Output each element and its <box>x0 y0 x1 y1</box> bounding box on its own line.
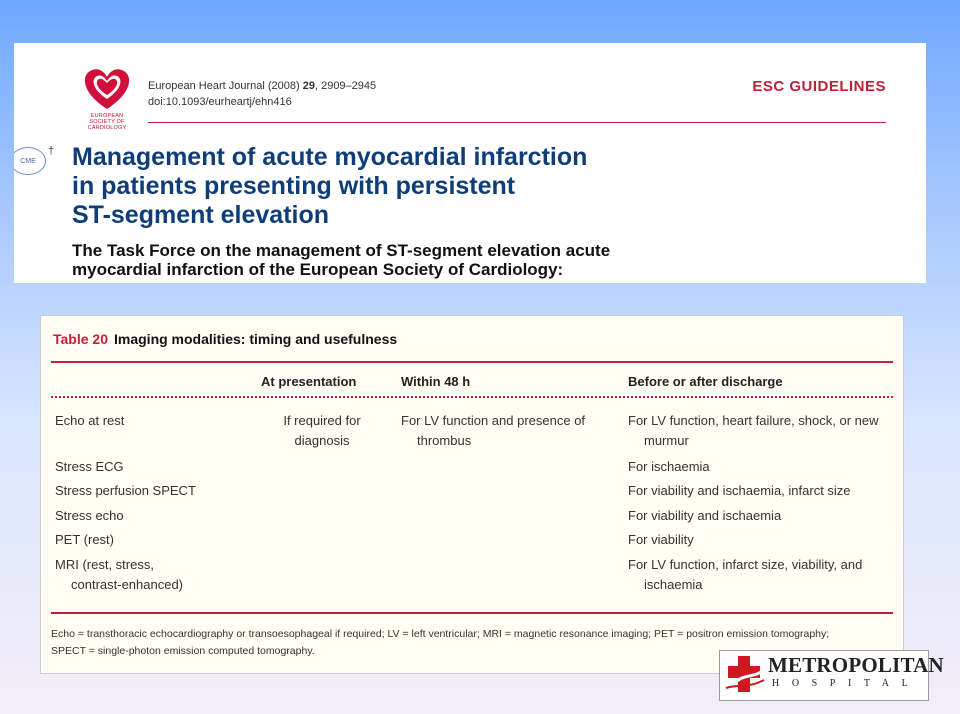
table-caption <box>53 331 397 347</box>
header-before-after-discharge: Before or after discharge <box>628 374 783 389</box>
hospital-subtitle: HOSPITAL <box>772 678 921 689</box>
paper-title-line: ST-segment elevation <box>72 201 330 229</box>
table-row-echo-at-presentation <box>263 411 381 451</box>
task-force-line: myocardial infarction of the European Society of Cardiology: <box>72 260 564 279</box>
logo-text-line: EUROPEAN <box>90 113 124 119</box>
cell-line: For LV function and presence of <box>401 413 586 428</box>
table-top-rule <box>51 361 893 363</box>
cell-line: For LV function, heart failure, shock, or new <box>628 413 879 428</box>
cell-line: contrast-enhanced) <box>71 577 184 592</box>
paper-title-line: Management of acute myocardial infarction <box>72 143 588 171</box>
table-row-mri-before-after <box>628 555 862 595</box>
cme-badge: CME <box>14 147 46 175</box>
journal-citation <box>148 80 376 92</box>
table-title: Imaging modalities: timing and usefulness <box>114 331 398 347</box>
doi[interactable]: doi:10.1093/eurheartj/ehn416 <box>148 96 292 108</box>
cell-line: diagnosis <box>294 433 350 448</box>
table-row-stress-ecg-before-after: For ischaemia <box>628 459 710 474</box>
logo-text-line: CARDIOLOGY <box>87 125 127 131</box>
table-number: Table 20 <box>53 331 108 347</box>
table-row-pet-modality: PET (rest) <box>55 532 114 547</box>
table-row-echo-within-48h <box>401 411 585 451</box>
table-row-spect-modality: Stress perfusion SPECT <box>55 483 196 498</box>
header-within-48h: Within 48 h <box>401 374 471 389</box>
dagger-mark: † <box>48 145 55 157</box>
task-force-heading <box>72 241 912 279</box>
medical-cross-icon <box>724 654 766 696</box>
footnote-line: SPECT = single-photon emission computed tomography. <box>51 645 315 657</box>
esc-guidelines-label: ESC GUIDELINES <box>752 78 886 95</box>
cell-line: If required for <box>283 413 361 428</box>
hospital-name: METROPOLITAN <box>768 653 944 677</box>
table-row-stress-ecg-modality: Stress ECG <box>55 459 124 474</box>
table-bottom-rule <box>51 612 893 614</box>
imaging-table-panel <box>40 315 904 674</box>
table-row-mri-modality <box>55 555 183 595</box>
cell-line: Echo at rest <box>55 413 125 428</box>
header-dotted-rule <box>51 396 893 398</box>
cell-line: murmur <box>644 433 689 448</box>
header-divider <box>148 122 886 123</box>
table-row-echo-modality <box>55 411 124 431</box>
cell-line: MRI (rest, stress, <box>55 557 154 572</box>
cell-line: For LV function, infarct size, viability, and <box>628 557 863 572</box>
metropolitan-hospital-logo <box>719 650 944 701</box>
cell-line: thrombus <box>417 433 472 448</box>
journal-volume: 29 <box>302 80 315 92</box>
header-at-presentation: At presentation <box>261 374 357 389</box>
paper-title-line: in patients presenting with persistent <box>72 172 516 200</box>
logo-text-line: SOCIETY OF <box>89 119 125 125</box>
paper-title <box>72 143 832 230</box>
cell-line: ischaemia <box>644 577 703 592</box>
journal-name: European Heart Journal (2008) <box>148 80 300 92</box>
table-row-stress-echo-modality: Stress echo <box>55 508 124 523</box>
table-row-echo-before-after <box>628 411 879 451</box>
table-row-pet-before-after: For viability <box>628 532 694 547</box>
journal-pages: , 2909–2945 <box>314 80 377 92</box>
paper-header <box>14 43 926 283</box>
table-row-stress-echo-before-after: For viability and ischaemia <box>628 508 782 523</box>
task-force-line: The Task Force on the management of ST-segment elevation acute <box>72 241 611 260</box>
table-row-spect-before-after: For viability and ischaemia, infarct size <box>628 483 851 498</box>
footnote-line: Echo = transthoracic echocardiography or transoesophageal if required; LV = left ventricular; MRI = magnetic resonance imaging; PET = positron emission tomography; <box>51 628 830 640</box>
